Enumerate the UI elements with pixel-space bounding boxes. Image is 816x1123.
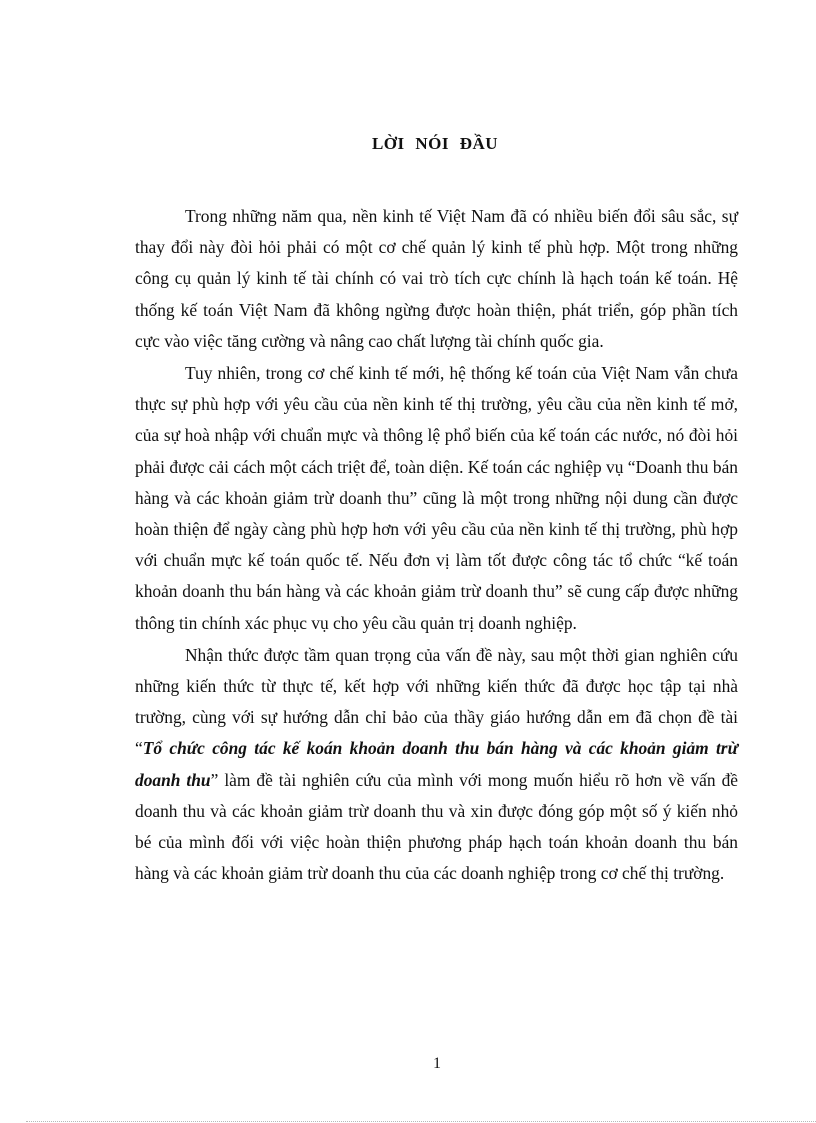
paragraph-3: [135, 640, 738, 890]
document-body: [135, 201, 738, 890]
paragraph-2: Tuy nhiên, trong cơ chế kinh tế mới, hệ thống kế toán của Việt Nam vẫn chưa thực sự phù hợp với yêu cầu của nền kinh tế thị trường, yêu cầu của nền kinh tế mở, của sự hoà nhập với chuẩn mực và thông lệ phổ biến của kế toán các nước, nó đòi hỏi phải được cải cách một cách triệt để, toàn diện. Kế toán các nghiệp vụ “Doanh thu bán hàng và các khoản giảm trừ doanh thu” cũng là một trong những nội dung cần được hoàn thiện để ngày càng phù hợp hơn với yêu cầu của nền kinh tế thị trường, phù hợp với chuẩn mực kế toán quốc tế. Nếu đơn vị làm tốt được công tác tổ chức “kế toán khoản doanh thu bán hàng và các khoản giảm trừ doanh thu” sẽ cung cấp được những thông tin chính xác phục vụ cho yêu cầu quản trị doanh nghiệp.: [135, 363, 738, 633]
paragraph-1: Trong những năm qua, nền kinh tế Việt Nam đã có nhiều biến đổi sâu sắc, sự thay đổi này đòi hỏi phải có một cơ chế quản lý kinh tế phù hợp. Một trong những công cụ quản lý kinh tế tài chính có vai trò tích cực chính là hạch toán kế toán. Hệ thống kế toán Việt Nam đã không ngừng được hoàn thiện, phát triển, góp phần tích cực vào việc tăng cường và nâng cao chất lượng tài chính quốc gia.: [135, 206, 738, 351]
thesis-topic-emphasis: Tổ chức công tác kế koán khoản doanh thu bán hàng và các khoản giảm trừ doanh thu: [135, 738, 738, 790]
footer-divider: [26, 1121, 816, 1122]
paragraph-3-intro: Nhận thức được tầm quan trọng của vấn đề này, sau một thời gian nghiên cứu những kiến thức từ thực tế, kết hợp với những kiến thức đã được học tập tại nhà trường, cùng với sự hướng dẫn chỉ bảo của thầy giáo hướng dẫn em đã chọn đề tài “: [135, 644, 738, 759]
paragraph-3-conclusion: ” làm đề tài nghiên cứu của mình với mong muốn hiểu rõ hơn về vấn đề doanh thu và các khoản giảm trừ doanh thu và xin được đóng góp một số ý kiến nhỏ bé của mình đối với việc hoàn thiện phương pháp hạch toán khoản doanh thu bán hàng và các khoản giảm trừ doanh thu của các doanh nghiệp trong cơ chế thị trường.: [135, 769, 738, 884]
page-number: 1: [433, 1055, 441, 1072]
page-title: LỜI NÓI ĐẦU: [371, 134, 499, 153]
